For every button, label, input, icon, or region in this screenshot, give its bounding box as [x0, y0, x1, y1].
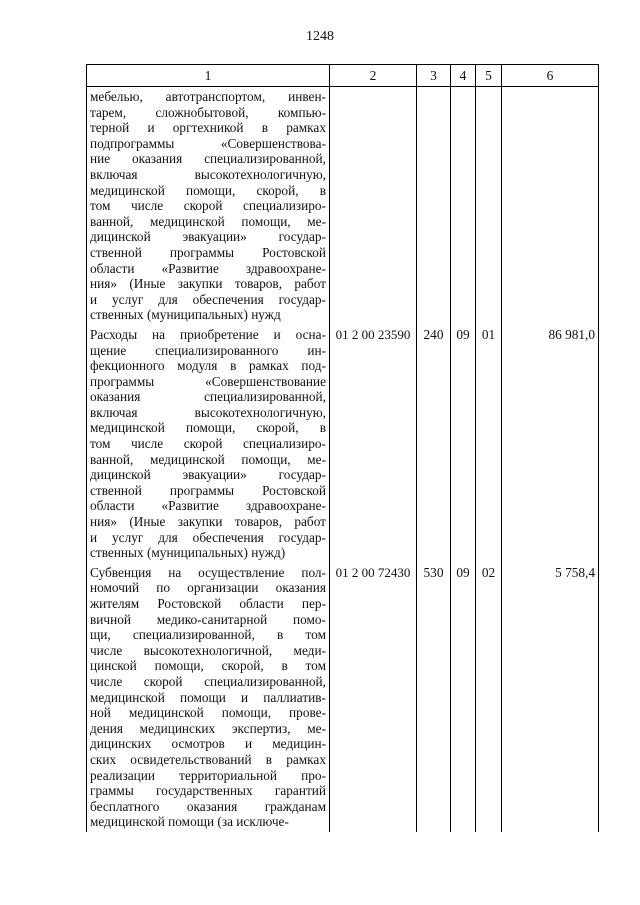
description-line: подпрограммы «Совершенствова-: [90, 135, 326, 151]
expense-type-code: 240: [417, 325, 451, 563]
description-line: фекционного модуля в рамках под-: [90, 358, 326, 374]
description-line: терной и оргтехникой в рамках: [90, 120, 326, 136]
column-header: 6: [502, 65, 599, 87]
description-line: цинской помощи, скорой, в том: [90, 658, 326, 674]
section-code: 09: [451, 563, 476, 832]
description-line: Субвенция на осуществление пол-: [90, 564, 326, 580]
target-article-code: 01 2 00 23590: [330, 325, 417, 563]
description-line: ной медицинской помощи, прове-: [90, 705, 326, 721]
description-line: ственной программы Ростовской: [90, 244, 326, 260]
column-header: 3: [417, 65, 451, 87]
description-line: включая высокотехнологичную,: [90, 166, 326, 182]
description-line: том числе скорой специализиро-: [90, 198, 326, 214]
description-line: ния» (Иные закупки товаров, работ: [90, 276, 326, 292]
table-row: [87, 563, 599, 832]
expense-description: [87, 325, 330, 563]
description-line: ванной, медицинской помощи, ме-: [90, 213, 326, 229]
description-line: и услуг для обеспечения государ-: [90, 291, 326, 307]
description-line: области «Развитие здравоохране-: [90, 260, 326, 276]
section-code: [451, 87, 476, 325]
description-line: ских освидетельствований в рамках: [90, 751, 326, 767]
description-line: ственных (муниципальных) нужд): [90, 545, 286, 561]
description-line: номочий по организации оказания: [90, 580, 326, 596]
column-header: 5: [476, 65, 502, 87]
table-row: [87, 87, 599, 325]
description-line: Расходы на приобретение и осна-: [90, 326, 326, 342]
amount-value: 5 758,4: [502, 563, 599, 832]
description-line: жителям Ростовской области пер-: [90, 596, 326, 611]
target-article-code: 01 2 00 72430: [330, 563, 417, 832]
column-header: 1: [87, 65, 330, 87]
table-row: [87, 325, 599, 563]
section-code: 09: [451, 325, 476, 563]
description-line: числе высокотехнологичной, меди-: [90, 642, 326, 658]
description-line: и услуг для обеспечения государ-: [90, 529, 326, 545]
description-line: ственной программы Ростовской: [90, 482, 326, 498]
expense-type-code: 530: [417, 563, 451, 832]
column-number-row: [87, 65, 599, 87]
description-line: дения медицинских экспертиз, ме-: [90, 720, 326, 736]
description-line: дицинской эвакуации» государ-: [90, 467, 326, 483]
description-line: области «Развитие здравоохране-: [90, 498, 326, 514]
expense-description: [87, 563, 330, 832]
amount-value: [502, 87, 599, 325]
description-line: медицинской помощи (за исключе-: [90, 814, 289, 830]
description-line: том числе скорой специализиро-: [90, 436, 326, 452]
description-line: бесплатного оказания гражданам: [90, 798, 326, 814]
description-line: тарем, сложнобытовой, компью-: [90, 104, 326, 120]
budget-table: [86, 64, 599, 832]
description-line: дицинских осмотров и медицин-: [90, 736, 326, 752]
description-line: ственных (муниципальных) нужд: [90, 307, 281, 323]
description-line: медицинской помощи, скорой, в: [90, 182, 326, 198]
description-line: числе скорой специализированной,: [90, 673, 326, 689]
subsection-code: 01: [476, 325, 502, 563]
target-article-code: [330, 87, 417, 325]
subsection-code: [476, 87, 502, 325]
description-line: ние оказания специализированной,: [90, 151, 326, 167]
description-line: ния» (Иные закупки товаров, работ: [90, 514, 326, 530]
description-line: включая высокотехнологичную,: [90, 404, 326, 420]
description-line: реализации территориальной про-: [90, 767, 326, 783]
amount-value: 86 981,0: [502, 325, 599, 563]
description-line: программы «Совершенствование: [90, 373, 326, 389]
description-line: оказания специализированной,: [90, 389, 326, 405]
subsection-code: 02: [476, 563, 502, 832]
expense-description: [87, 87, 330, 325]
description-line: дицинской эвакуации» государ-: [90, 229, 326, 245]
description-line: медицинской помощи, скорой, в: [90, 420, 326, 436]
description-line: вичной медико-санитарной помо-: [90, 611, 326, 627]
page-number: 1248: [306, 29, 334, 44]
column-header: 2: [330, 65, 417, 87]
column-header: 4: [451, 65, 476, 87]
description-line: щи, специализированной, в том: [90, 627, 326, 643]
description-line: мебелью, автотранспортом, инвен-: [90, 89, 326, 104]
description-line: медицинской помощи и паллиатив-: [90, 689, 326, 705]
description-line: граммы государственных гарантий: [90, 783, 326, 799]
expense-type-code: [417, 87, 451, 325]
description-line: щение специализированного ин-: [90, 342, 326, 358]
description-line: ванной, медицинской помощи, ме-: [90, 451, 326, 467]
